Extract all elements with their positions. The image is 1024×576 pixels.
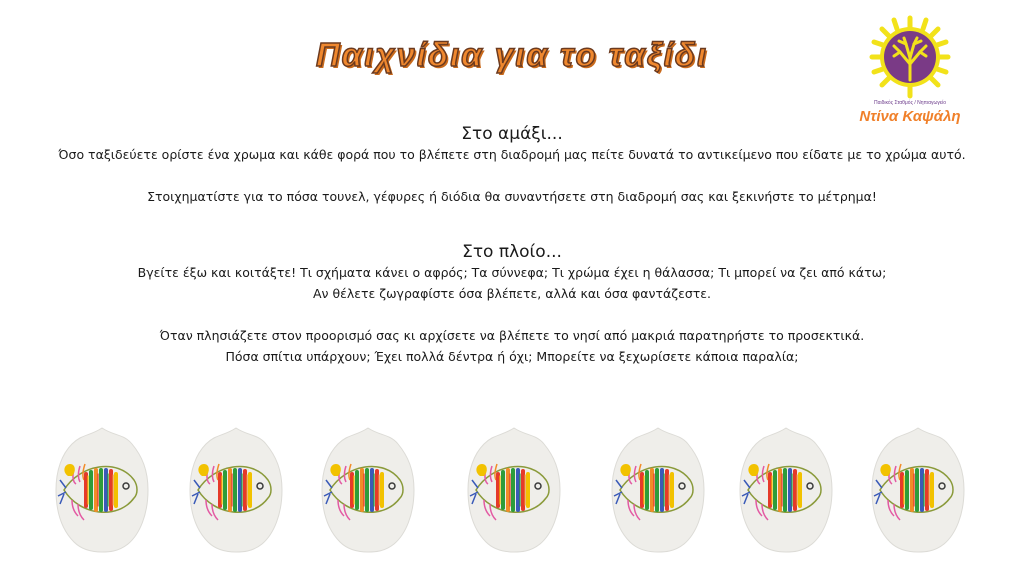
tree-logo-icon: [864, 14, 956, 100]
section-text-line: Βγείτε έξω και κοιτάξτε! Τι σχήματα κάνει ο αφρός; Τα σύννεφα; Τι χρώμα έχει η θάλασσα; Τι μπορεί να ζει από κάτω;: [137, 265, 887, 280]
fish-drawing-image: [318, 424, 418, 556]
section-blank-line: [0, 304, 1024, 325]
section-text-line: Στοιχηματίστε για το πόσα τουνελ, γέφυρες ή διόδια θα συναντήσετε στη διαδρομή σας και ξεκινήστε το μέτρημα!: [147, 189, 877, 204]
page-title: Παιχνίδια για το ταξίδι: [315, 36, 709, 73]
section-text-line: Όσο ταξιδεύετε ορίστε ένα χρωμα και κάθε φορά που το βλέπετε στη διαδρομή μας πείτε δυνατά το αντικείμενο που είδατε με το χρώμα αυτό.: [58, 147, 966, 162]
section-text-line: Όταν πλησιάζετε στον προορισμό σας κι αρχίσετε να βλέπετε το νησί από μακριά παρατηρήστε το προσεκτικά.: [159, 328, 865, 343]
section-text-line: Αν θέλετε ζωγραφίστε όσα βλέπετε, αλλά και όσα φαντάζεστε.: [312, 286, 712, 301]
fish-drawing-image: [608, 424, 708, 556]
section-heading: Στο αμάξι...: [461, 124, 563, 144]
fish-drawing-image: [186, 424, 286, 556]
logo-name: Ντίνα Καψάλη: [859, 108, 961, 125]
section-text-line: Πόσα σπίτια υπάρχουν; Έχει πολλά δέντρα ή όχι; Μπορείτε να ξεχωρίσετε κάποια παραλία;: [225, 349, 799, 364]
section-car: [0, 124, 1024, 207]
logo-subtitle: Παιδικός Σταθμός / Νηπιαγωγείο: [873, 100, 947, 106]
fish-drawing-image: [464, 424, 564, 556]
fish-drawing-image: [868, 424, 968, 556]
section-blank-line: [0, 165, 1024, 186]
fish-drawing-image: [736, 424, 836, 556]
fish-drawings-row: [0, 424, 1024, 564]
school-logo: [858, 14, 962, 126]
section-heading: Στο πλοίο...: [462, 242, 562, 262]
fish-drawing-image: [52, 424, 152, 556]
section-ship: [0, 242, 1024, 367]
